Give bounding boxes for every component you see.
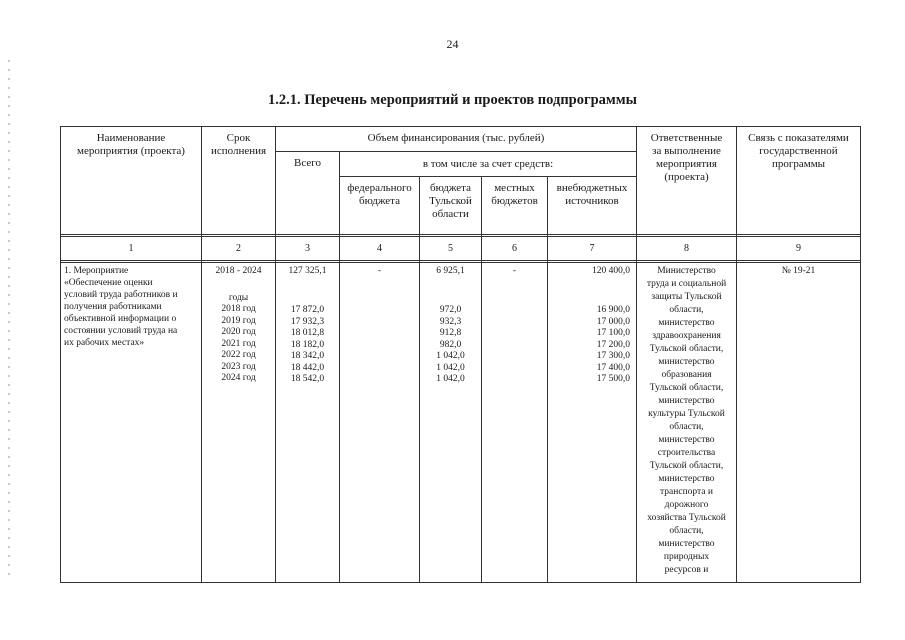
funding-local: -	[482, 263, 548, 583]
funding-total: 127 325,1 17 872,0 17 932,3 18 012,8 18 182,0 18 342,0 18 442,0 18 542,0	[276, 263, 340, 583]
funding-federal: -	[340, 263, 420, 583]
column-number: 7	[548, 237, 637, 261]
column-number: 4	[340, 237, 420, 261]
table-row	[61, 263, 861, 583]
column-number: 1	[61, 237, 202, 261]
column-number: 6	[482, 237, 548, 261]
activities-table	[60, 126, 861, 583]
section-title: 1.2.1. Перечень мероприятий и проектов подпрограммы	[268, 92, 637, 108]
funding-regional: 6 925,1 972,0 932,3 912,8 982,0 1 042,0 1 042,0 1 042,0	[420, 263, 482, 583]
column-number: 9	[737, 237, 861, 261]
header-link: Связь с показателями государственной программы	[737, 127, 861, 235]
header-extra: внебюджетных источников	[548, 177, 637, 235]
header-responsible: Ответственные за выполнение мероприятия (проекта)	[637, 127, 737, 235]
funding-extra: 120 400,0 16 900,0 17 000,0 17 100,0 17 200,0 17 300,0 17 400,0 17 500,0	[548, 263, 637, 583]
column-number: 2	[202, 237, 276, 261]
scan-margin-marks	[8, 60, 10, 580]
activity-name: 1. Мероприятие «Обеспечение оценки условий труда работников и получения работниками объективной информации о состоянии условий труда на их рабочих местах»	[61, 263, 202, 583]
column-number: 8	[637, 237, 737, 261]
header-total: Всего	[276, 152, 340, 235]
page-number: 24	[446, 37, 459, 51]
column-number: 3	[276, 237, 340, 261]
header-period: Срок исполнения	[202, 127, 276, 235]
column-number: 5	[420, 237, 482, 261]
indicator-link: № 19-21	[737, 263, 861, 583]
header-local: местных бюджетов	[482, 177, 548, 235]
header-regional: бюджета Тульской области	[420, 177, 482, 235]
header-name: Наименование мероприятия (проекта)	[61, 127, 202, 235]
header-federal: федерального бюджета	[340, 177, 420, 235]
activity-period: 2018 - 2024 годы 2018 год 2019 год 2020 год 2021 год 2022 год 2023 год 2024 год	[202, 263, 276, 583]
header-including: в том числе за счет средств:	[340, 152, 637, 177]
responsible-bodies: Министерство труда и социальной защиты Тульской области, министерство здравоохранения Тульской области, министерство образования Тульской области, министерство культуры Тульской области, министерство строительства Тульской области, министерство транспорта и дорожного хозяйства Тульской области, министерство природных ресурсов и	[637, 263, 737, 583]
header-funding: Объем финансирования (тыс. рублей)	[276, 127, 637, 152]
